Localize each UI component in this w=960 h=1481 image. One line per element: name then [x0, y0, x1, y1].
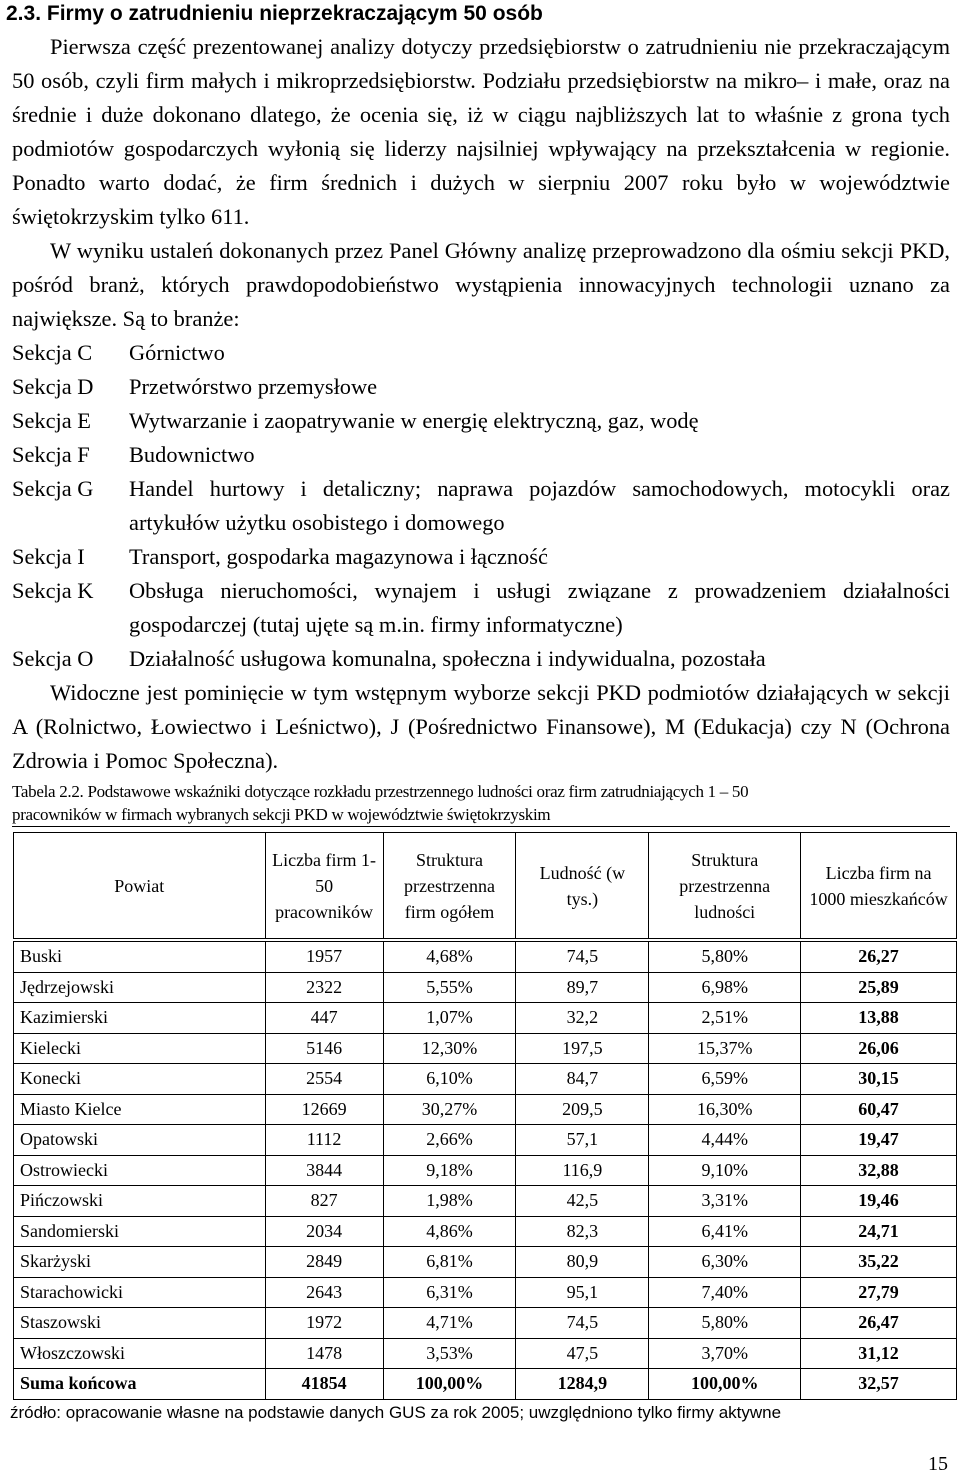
cell-powiat: Włoszczowski: [14, 1338, 266, 1369]
caption-line-1: Tabela 2.2. Podstawowe wskaźniki dotyczące rozkładu przestrzennego ludności oraz firm zatrudniających 1 – 50: [12, 782, 749, 801]
cell-firm-count: 5146: [265, 1033, 383, 1064]
cell-population-structure: 3,70%: [649, 1338, 801, 1369]
pkd-section-list: [12, 336, 950, 676]
paragraph-1: Pierwsza część prezentowanej analizy dotyczy przedsiębiorstw o zatrudnieniu nie przekraczającym 50 osób, czyli firm małych i mikroprzedsiębiorstw. Podziału przedsiębiorstw na mikro– i małe, oraz na średnie i duże dokonano dlatego, że ocenia się, iż w ciągu najbliższych lat to właśnie z grona tych podmiotów gospodarczych wyłonią się liderzy najsilniej wpływający na przekształcenia w regionie. Ponadto warto dodać, że firm średnich i dużych w sierpniu 2007 roku było w województwie świętokrzyskim tylko 611.: [12, 34, 950, 229]
table-row: [14, 940, 957, 972]
cell-firms-per-1000: 19,46: [801, 1186, 957, 1217]
section-name: Obsługa nieruchomości, wynajem i usługi związane z prowadzeniem działalności gospodarczej (tutaj ujęte są m.in. firmy informatyczne): [129, 578, 950, 637]
section-name: Wytwarzanie i zaopatrywanie w energię elektryczną, gaz, wodę: [129, 408, 699, 433]
section-code: Sekcja G: [12, 476, 94, 501]
cell-powiat: Ostrowiecki: [14, 1155, 266, 1186]
cell-firms-per-1000: 31,12: [801, 1338, 957, 1369]
cell-population: 32,2: [516, 1003, 649, 1034]
cell-firms-per-1000: 35,22: [801, 1247, 957, 1278]
pkd-section-item: [12, 472, 950, 540]
cell-powiat: Staszowski: [14, 1308, 266, 1339]
cell-population-structure: 2,51%: [649, 1003, 801, 1034]
cell-firm-structure: 9,18%: [383, 1155, 516, 1186]
cell-population-structure: 6,59%: [649, 1064, 801, 1095]
section-code: Sekcja K: [12, 578, 94, 603]
cell-population-structure: 5,80%: [649, 940, 801, 972]
table-row: [14, 1064, 957, 1095]
cell-firms-per-1000: 60,47: [801, 1094, 957, 1125]
section-heading: 2.3. Firmy o zatrudnieniu nieprzekraczającym 50 osób: [6, 2, 543, 25]
paragraph-2: W wyniku ustaleń dokonanych przez Panel Główny analizę przeprowadzono dla ośmiu sekcji PKD, pośród branż, których prawdopodobieństwo wystąpienia innowacyjnych technologii uznano za największe. Są to branże:: [12, 238, 950, 331]
cell-firm-count: 2643: [265, 1277, 383, 1308]
cell-firm-structure: 4,86%: [383, 1216, 516, 1247]
table-header-row: [14, 833, 957, 941]
cell-powiat: Kazimierski: [14, 1003, 266, 1034]
cell-population: 74,5: [516, 1308, 649, 1339]
pkd-section-item: [12, 540, 950, 574]
cell-firm-structure: 6,10%: [383, 1064, 516, 1095]
header-firm-count: Liczba firm 1-50 pracowników: [265, 833, 383, 941]
cell-powiat: Jędrzejowski: [14, 972, 266, 1003]
total-firms-per-1000: 32,57: [801, 1369, 957, 1400]
cell-population: 47,5: [516, 1338, 649, 1369]
section-code: Sekcja C: [12, 340, 93, 365]
table-row: [14, 1155, 957, 1186]
cell-population: 82,3: [516, 1216, 649, 1247]
closing-paragraph: Widoczne jest pominięcie w tym wstępnym wyborze sekcji PKD podmiotów działających w sekcji A (Rolnictwo, Łowiectwo i Leśnictwo), J (Pośrednictwo Finansowe), M (Edukacja) czy N (Ochrona Zdrowia i Pomoc Społeczna).: [12, 680, 950, 773]
cell-firm-structure: 30,27%: [383, 1094, 516, 1125]
table-row: [14, 1125, 957, 1156]
document-page: [6, 0, 950, 1481]
total-firm-count: 41854: [265, 1369, 383, 1400]
pkd-section-item: [12, 642, 950, 676]
cell-firm-structure: 3,53%: [383, 1338, 516, 1369]
cell-firms-per-1000: 26,47: [801, 1308, 957, 1339]
table-row: [14, 1094, 957, 1125]
pkd-section-item: [12, 404, 950, 438]
cell-population-structure: 6,41%: [649, 1216, 801, 1247]
cell-firm-structure: 5,55%: [383, 972, 516, 1003]
cell-population: 116,9: [516, 1155, 649, 1186]
header-firm-structure: Struktura przestrzenna firm ogółem: [383, 833, 516, 941]
cell-powiat: Opatowski: [14, 1125, 266, 1156]
cell-firm-count: 1957: [265, 940, 383, 972]
caption-line-2: pracowników w firmach wybranych sekcji PKD w województwie świętokrzyskim: [12, 803, 950, 827]
cell-population: 209,5: [516, 1094, 649, 1125]
cell-population: 57,1: [516, 1125, 649, 1156]
cell-firms-per-1000: 26,27: [801, 940, 957, 972]
section-code: Sekcja I: [12, 544, 85, 569]
cell-firm-structure: 12,30%: [383, 1033, 516, 1064]
cell-firms-per-1000: 24,71: [801, 1216, 957, 1247]
pkd-section-item: [12, 336, 950, 370]
total-label: Suma końcowa: [14, 1369, 266, 1400]
table-row: [14, 1216, 957, 1247]
section-name: Transport, gospodarka magazynowa i łączność: [129, 544, 548, 569]
cell-population-structure: 4,44%: [649, 1125, 801, 1156]
cell-firms-per-1000: 19,47: [801, 1125, 957, 1156]
cell-population: 89,7: [516, 972, 649, 1003]
cell-firm-count: 1112: [265, 1125, 383, 1156]
header-population-structure: Struktura przestrzenna ludności: [649, 833, 801, 941]
cell-firm-count: 2034: [265, 1216, 383, 1247]
cell-firms-per-1000: 13,88: [801, 1003, 957, 1034]
cell-firm-count: 2554: [265, 1064, 383, 1095]
cell-firms-per-1000: 26,06: [801, 1033, 957, 1064]
cell-population-structure: 6,98%: [649, 972, 801, 1003]
table-row: [14, 1338, 957, 1369]
table-total-row: [14, 1369, 957, 1400]
table-row: [14, 1247, 957, 1278]
table-row: [14, 1003, 957, 1034]
cell-firm-count: 1972: [265, 1308, 383, 1339]
cell-population-structure: 15,37%: [649, 1033, 801, 1064]
table-row: [14, 1186, 957, 1217]
cell-firm-count: 1478: [265, 1338, 383, 1369]
pkd-section-item: [12, 438, 950, 472]
cell-firm-structure: 2,66%: [383, 1125, 516, 1156]
table-caption: [12, 780, 950, 827]
data-table: [13, 832, 957, 1400]
cell-firm-structure: 1,98%: [383, 1186, 516, 1217]
table-row: [14, 1308, 957, 1339]
section-code: Sekcja O: [12, 646, 94, 671]
cell-population: 42,5: [516, 1186, 649, 1217]
cell-population: 74,5: [516, 940, 649, 972]
cell-population-structure: 16,30%: [649, 1094, 801, 1125]
cell-firm-structure: 6,31%: [383, 1277, 516, 1308]
cell-population: 95,1: [516, 1277, 649, 1308]
cell-population-structure: 7,40%: [649, 1277, 801, 1308]
cell-powiat: Kielecki: [14, 1033, 266, 1064]
section-code: Sekcja D: [12, 374, 94, 399]
cell-powiat: Miasto Kielce: [14, 1094, 266, 1125]
cell-firm-count: 12669: [265, 1094, 383, 1125]
cell-powiat: Starachowicki: [14, 1277, 266, 1308]
total-population-structure: 100,00%: [649, 1369, 801, 1400]
cell-firms-per-1000: 27,79: [801, 1277, 957, 1308]
total-firm-structure: 100,00%: [383, 1369, 516, 1400]
pkd-section-item: [12, 370, 950, 404]
cell-firms-per-1000: 32,88: [801, 1155, 957, 1186]
cell-firm-structure: 4,68%: [383, 940, 516, 972]
table-row: [14, 1033, 957, 1064]
cell-population-structure: 9,10%: [649, 1155, 801, 1186]
header-population: Ludność (w tys.): [516, 833, 649, 941]
table-row: [14, 972, 957, 1003]
cell-firms-per-1000: 30,15: [801, 1064, 957, 1095]
page-number: 15: [928, 1453, 948, 1475]
cell-population-structure: 6,30%: [649, 1247, 801, 1278]
cell-firm-structure: 1,07%: [383, 1003, 516, 1034]
cell-population-structure: 5,80%: [649, 1308, 801, 1339]
cell-population: 80,9: [516, 1247, 649, 1278]
cell-firm-count: 827: [265, 1186, 383, 1217]
cell-powiat: Sandomierski: [14, 1216, 266, 1247]
cell-firms-per-1000: 25,89: [801, 972, 957, 1003]
body-text: [12, 30, 950, 778]
section-name: Handel hurtowy i detaliczny; naprawa pojazdów samochodowych, motocykli oraz artykułów użytku osobistego i domowego: [129, 476, 950, 535]
header-firms-per-1000: Liczba firm na 1000 mieszkańców: [801, 833, 957, 941]
cell-population: 84,7: [516, 1064, 649, 1095]
cell-firm-count: 447: [265, 1003, 383, 1034]
pkd-section-item: [12, 574, 950, 642]
cell-firm-count: 3844: [265, 1155, 383, 1186]
cell-powiat: Buski: [14, 940, 266, 972]
cell-powiat: Skarżyski: [14, 1247, 266, 1278]
cell-powiat: Konecki: [14, 1064, 266, 1095]
section-name: Górnictwo: [129, 340, 225, 365]
cell-firm-count: 2322: [265, 972, 383, 1003]
section-code: Sekcja F: [12, 442, 90, 467]
section-code: Sekcja E: [12, 408, 91, 433]
cell-powiat: Pińczowski: [14, 1186, 266, 1217]
cell-firm-structure: 4,71%: [383, 1308, 516, 1339]
source-note: źródło: opracowanie własne na podstawie danych GUS za rok 2005; uwzględniono tylko firmy aktywne: [10, 1403, 782, 1422]
cell-population: 197,5: [516, 1033, 649, 1064]
cell-firm-count: 2849: [265, 1247, 383, 1278]
cell-population-structure: 3,31%: [649, 1186, 801, 1217]
cell-firm-structure: 6,81%: [383, 1247, 516, 1278]
section-name: Budownictwo: [129, 442, 255, 467]
section-name: Przetwórstwo przemysłowe: [129, 374, 378, 399]
header-powiat: Powiat: [14, 833, 266, 941]
table-row: [14, 1277, 957, 1308]
section-name: Działalność usługowa komunalna, społeczna i indywidualna, pozostała: [129, 646, 766, 671]
total-population: 1284,9: [516, 1369, 649, 1400]
